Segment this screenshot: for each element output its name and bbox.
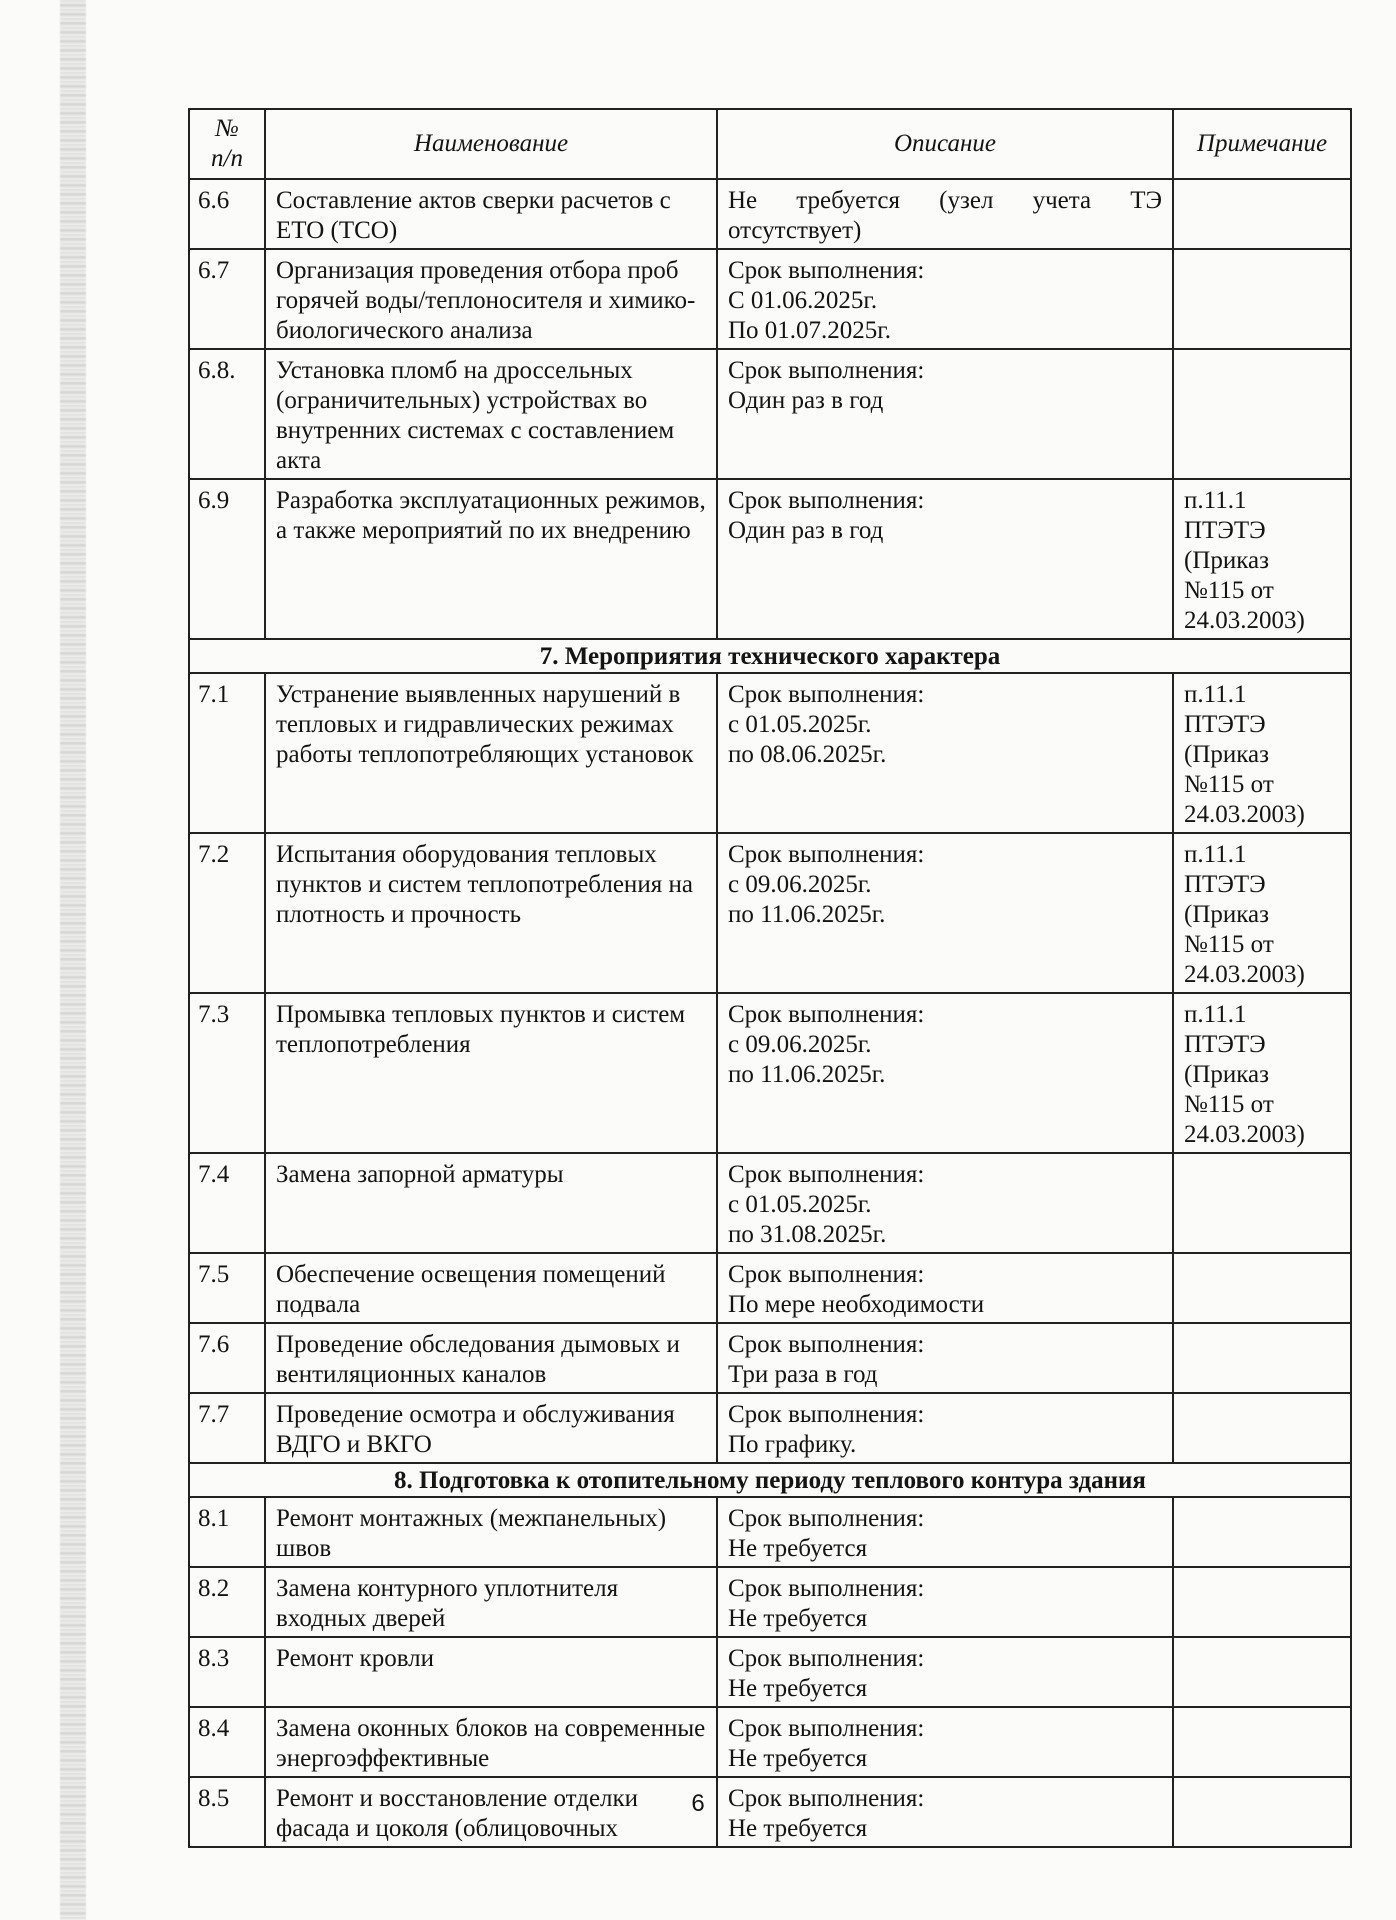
table-row bbox=[189, 1637, 1351, 1707]
row-desc: Срок выполнения: Три раза в год bbox=[717, 1323, 1173, 1393]
table-row bbox=[189, 1567, 1351, 1637]
row-name: Установка пломб на дроссельных (ограничительных) устройствах во внутренних системах с составлением акта bbox=[265, 349, 717, 479]
row-desc: Срок выполнения: Не требуется bbox=[717, 1637, 1173, 1707]
row-name: Ремонт монтажных (межпанельных) швов bbox=[265, 1497, 717, 1567]
row-num: 7.7 bbox=[189, 1393, 265, 1463]
row-num: 8.1 bbox=[189, 1497, 265, 1567]
table-row bbox=[189, 179, 1351, 249]
row-num: 7.2 bbox=[189, 833, 265, 993]
row-note: п.11.1 ПТЭТЭ (Приказ №115 от 24.03.2003) bbox=[1173, 833, 1351, 993]
row-name: Замена запорной арматуры bbox=[265, 1153, 717, 1253]
table-row bbox=[189, 479, 1351, 639]
row-num: 8.4 bbox=[189, 1707, 265, 1777]
row-note bbox=[1173, 1393, 1351, 1463]
row-note: п.11.1 ПТЭТЭ (Приказ №115 от 24.03.2003) bbox=[1173, 479, 1351, 639]
header-desc: Описание bbox=[717, 109, 1173, 179]
row-desc: Срок выполнения: с 09.06.2025г. по 11.06.2025г. bbox=[717, 993, 1173, 1153]
row-note bbox=[1173, 179, 1351, 249]
table-row bbox=[189, 993, 1351, 1153]
section-title: 8. Подготовка к отопительному периоду теплового контура здания bbox=[189, 1463, 1351, 1497]
table-row bbox=[189, 349, 1351, 479]
table-row bbox=[189, 249, 1351, 349]
row-note bbox=[1173, 1567, 1351, 1637]
row-desc: Срок выполнения: Не требуется bbox=[717, 1777, 1173, 1847]
row-name: Организация проведения отбора проб горячей воды/теплоносителя и химико-биологического анализа bbox=[265, 249, 717, 349]
row-note bbox=[1173, 1253, 1351, 1323]
row-name: Составление актов сверки расчетов с ЕТО (ТСО) bbox=[265, 179, 717, 249]
row-num: 6.7 bbox=[189, 249, 265, 349]
section-heading-8 bbox=[189, 1463, 1351, 1497]
row-num: 7.6 bbox=[189, 1323, 265, 1393]
table-row bbox=[189, 833, 1351, 993]
row-note bbox=[1173, 1323, 1351, 1393]
table-row bbox=[189, 1253, 1351, 1323]
section-title: 7. Мероприятия технического характера bbox=[189, 639, 1351, 673]
table-row bbox=[189, 1323, 1351, 1393]
header-note: Примечание bbox=[1173, 109, 1351, 179]
row-desc: Срок выполнения: Не требуется bbox=[717, 1497, 1173, 1567]
row-num: 6.9 bbox=[189, 479, 265, 639]
row-num: 8.3 bbox=[189, 1637, 265, 1707]
section-heading-7 bbox=[189, 639, 1351, 673]
row-desc: Срок выполнения: с 09.06.2025г. по 11.06.2025г. bbox=[717, 833, 1173, 993]
row-note: п.11.1 ПТЭТЭ (Приказ №115 от 24.03.2003) bbox=[1173, 993, 1351, 1153]
row-num: 8.5 bbox=[189, 1777, 265, 1847]
row-name: Обеспечение освещения помещений подвала bbox=[265, 1253, 717, 1323]
row-name: Разработка эксплуатационных режимов, а также мероприятий по их внедрению bbox=[265, 479, 717, 639]
row-note bbox=[1173, 1153, 1351, 1253]
row-name: Проведение осмотра и обслуживания ВДГО и ВКГО bbox=[265, 1393, 717, 1463]
row-num: 7.4 bbox=[189, 1153, 265, 1253]
row-num: 7.1 bbox=[189, 673, 265, 833]
row-note bbox=[1173, 1497, 1351, 1567]
schedule-table bbox=[188, 108, 1352, 1848]
row-desc: Срок выполнения: Не требуется bbox=[717, 1567, 1173, 1637]
page-number: 6 bbox=[691, 1790, 705, 1817]
row-desc: Срок выполнения: По мере необходимости bbox=[717, 1253, 1173, 1323]
row-desc: Срок выполнения: По графику. bbox=[717, 1393, 1173, 1463]
row-num: 6.8. bbox=[189, 349, 265, 479]
row-desc: Срок выполнения: С 01.06.2025г. По 01.07.2025г. bbox=[717, 249, 1173, 349]
row-name: Испытания оборудования тепловых пунктов и систем теплопотребления на плотность и прочность bbox=[265, 833, 717, 993]
row-desc: Срок выполнения: Не требуется bbox=[717, 1707, 1173, 1777]
row-note bbox=[1173, 1707, 1351, 1777]
row-note bbox=[1173, 1637, 1351, 1707]
table-row bbox=[189, 1707, 1351, 1777]
row-num: 7.5 bbox=[189, 1253, 265, 1323]
row-note: п.11.1 ПТЭТЭ (Приказ №115 от 24.03.2003) bbox=[1173, 673, 1351, 833]
row-name: Замена контурного уплотнителя входных дверей bbox=[265, 1567, 717, 1637]
row-name: Ремонт и восстановление отделки фасада и цоколя (облицовочных bbox=[265, 1777, 717, 1847]
header-num: № п/п bbox=[189, 109, 265, 179]
row-desc: Срок выполнения: с 01.05.2025г. по 08.06.2025г. bbox=[717, 673, 1173, 833]
table-row bbox=[189, 1393, 1351, 1463]
row-desc: Не требуется (узел учета ТЭ отсутствует) bbox=[717, 179, 1173, 249]
row-num: 8.2 bbox=[189, 1567, 265, 1637]
row-name: Замена оконных блоков на современные энергоэффективные bbox=[265, 1707, 717, 1777]
row-desc: Срок выполнения: Один раз в год bbox=[717, 349, 1173, 479]
row-name: Проведение обследования дымовых и вентиляционных каналов bbox=[265, 1323, 717, 1393]
header-name: Наименование bbox=[265, 109, 717, 179]
table-row bbox=[189, 1497, 1351, 1567]
header-row bbox=[189, 109, 1351, 179]
table-row bbox=[189, 1153, 1351, 1253]
row-name: Ремонт кровли bbox=[265, 1637, 717, 1707]
row-num: 7.3 bbox=[189, 993, 265, 1153]
row-name: Устранение выявленных нарушений в тепловых и гидравлических режимах работы теплопотребляющих установок bbox=[265, 673, 717, 833]
row-desc: Срок выполнения: Один раз в год bbox=[717, 479, 1173, 639]
row-note bbox=[1173, 349, 1351, 479]
table-row bbox=[189, 673, 1351, 833]
row-name: Промывка тепловых пунктов и систем теплопотребления bbox=[265, 993, 717, 1153]
scan-edge-shadow bbox=[60, 0, 86, 1920]
row-desc: Срок выполнения: с 01.05.2025г. по 31.08.2025г. bbox=[717, 1153, 1173, 1253]
row-note bbox=[1173, 249, 1351, 349]
row-num: 6.6 bbox=[189, 179, 265, 249]
